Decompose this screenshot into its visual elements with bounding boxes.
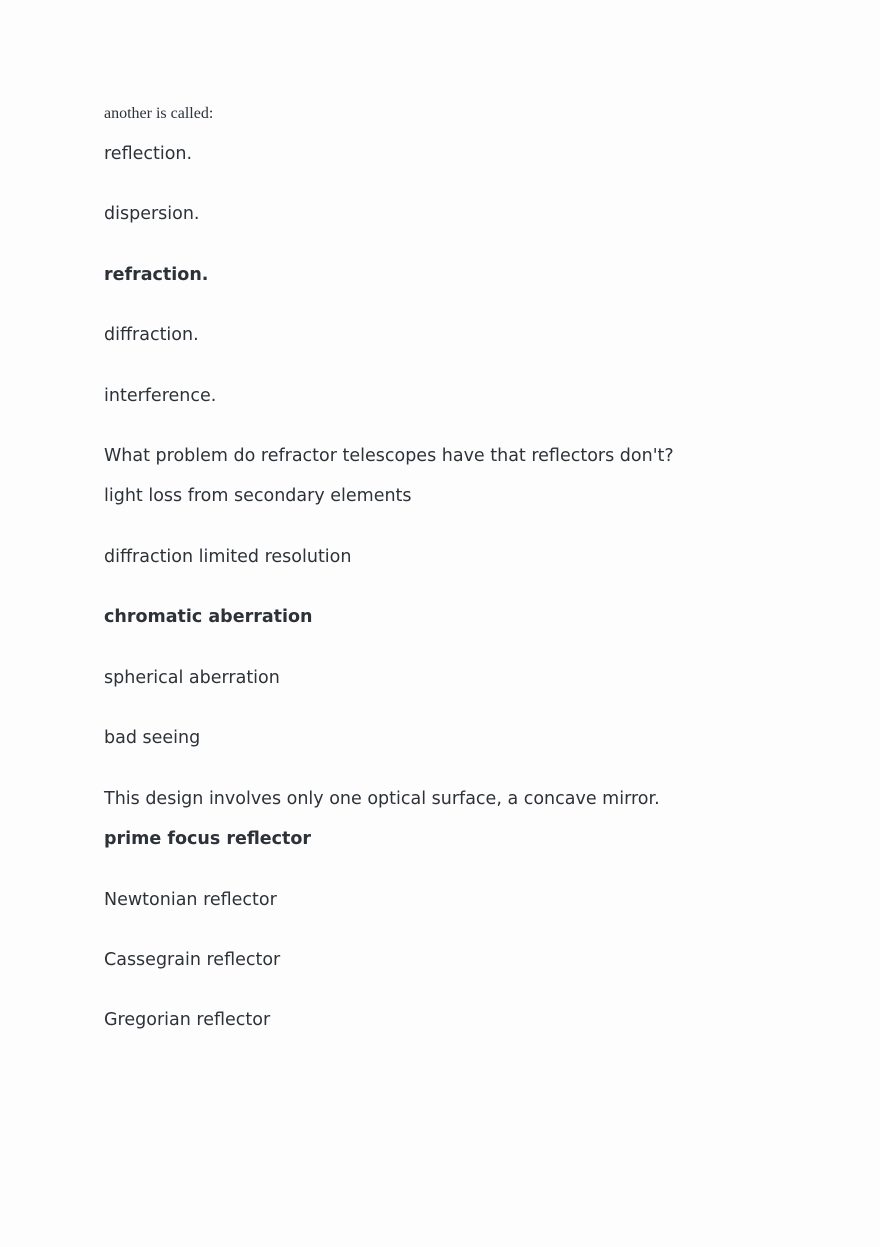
question-3-prompt: This design involves only one optical surface, a concave mirror.	[104, 789, 660, 809]
q3-option-2: Newtonian reflector	[104, 890, 277, 910]
q2-option-3-answer: chromatic aberration	[104, 607, 313, 627]
q2-option-2: diffraction limited resolution	[104, 547, 352, 567]
question-2-prompt: What problem do refractor telescopes have that reflectors don't?	[104, 446, 674, 466]
q2-option-4: spherical aberration	[104, 668, 280, 688]
q1-option-3-answer: refraction.	[104, 265, 209, 285]
q2-option-1: light loss from secondary elements	[104, 486, 412, 506]
q2-option-5: bad seeing	[104, 728, 201, 748]
q1-option-1: reflection.	[104, 144, 193, 164]
q3-option-3: Cassegrain reflector	[104, 950, 281, 970]
question-1-prompt-tail: another is called:	[104, 105, 214, 122]
q1-option-5: interference.	[104, 386, 217, 406]
q3-option-1-answer: prime focus reflector	[104, 829, 312, 849]
q3-option-4: Gregorian reflector	[104, 1010, 271, 1030]
q1-option-4: diffraction.	[104, 325, 199, 345]
q1-option-2: dispersion.	[104, 204, 200, 224]
